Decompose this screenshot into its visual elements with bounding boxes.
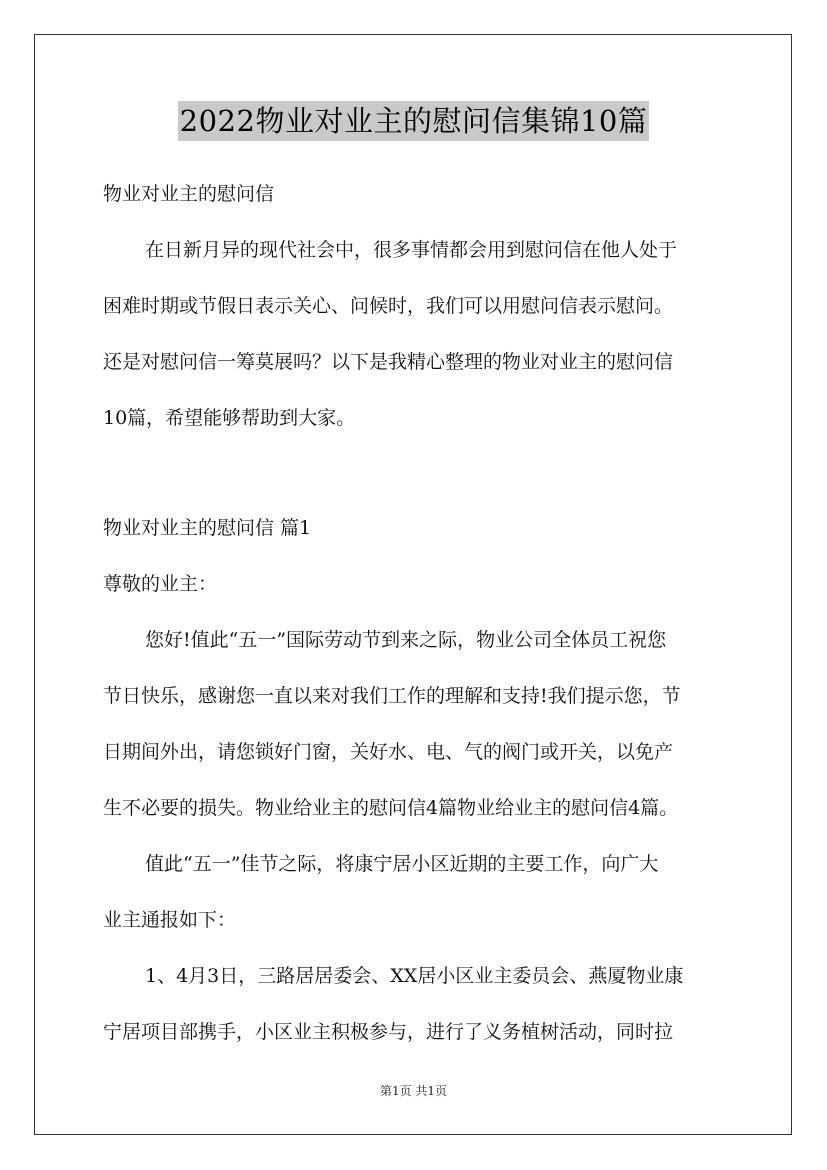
paragraph-line: 1、4月3日，三路居居委会、XX居小区业主委员会、燕厦物业康 bbox=[145, 965, 684, 987]
section-heading: 物业对业主的慰问信 bbox=[103, 183, 275, 205]
paragraph-line: 10篇，希望能够帮助到大家。 bbox=[103, 407, 356, 429]
page-footer bbox=[0, 1082, 827, 1099]
page-number: 第1页 共1页 bbox=[379, 1084, 448, 1098]
paragraph-line: 宁居项目部携手，小区业主积极参与，进行了义务植树活动，同时拉 bbox=[103, 1021, 674, 1043]
paragraph-line: 业主通报如下： bbox=[103, 909, 237, 931]
document-title: 2022物业对业主的慰问信集锦10篇 bbox=[178, 101, 650, 141]
paragraph-line: 节日快乐，感谢您一直以来对我们工作的理解和支持!我们提示您，节 bbox=[103, 685, 681, 707]
document-body bbox=[103, 172, 743, 1066]
paragraph-line: 还是对慰问信一筹莫展吗？以下是我精心整理的物业对业主的慰问信 bbox=[103, 351, 674, 373]
paragraph-line: 困难时期或节假日表示关心、问候时，我们可以用慰问信表示慰问。 bbox=[103, 295, 674, 317]
paragraph-line: 在日新月异的现代社会中，很多事情都会用到慰问信在他人处于 bbox=[145, 239, 678, 261]
paragraph-line: 日期间外出，请您锁好门窗，关好水、电、气的阀门或开关，以免产 bbox=[103, 741, 674, 763]
salutation: 尊敬的业主： bbox=[103, 573, 218, 595]
paragraph-line: 生不必要的损失。物业给业主的慰问信4篇物业给业主的慰问信4篇。 bbox=[103, 797, 679, 819]
paragraph-line: 值此“五一”佳节之际，将康宁居小区近期的主要工作，向广大 bbox=[145, 853, 659, 875]
section-heading: 物业对业主的慰问信 篇1 bbox=[103, 517, 312, 539]
title-wrapper bbox=[0, 101, 827, 141]
paragraph-line: 您好!值此“五一”国际劳动节到来之际，物业公司全体员工祝您 bbox=[145, 629, 667, 651]
